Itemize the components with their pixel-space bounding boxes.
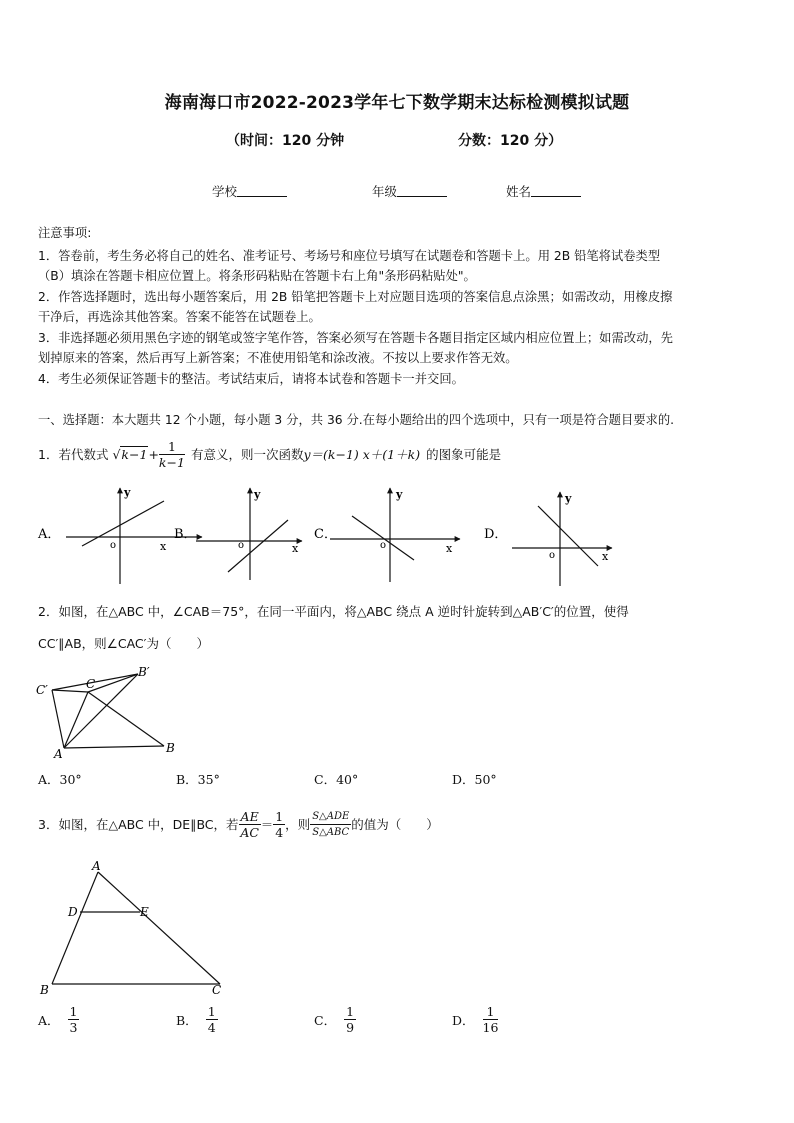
notice-line: （B）填涂在答题卡相应位置上。将条形码粘贴在答题卡右上角"条形码粘贴处"。 <box>38 269 476 283</box>
name-blank[interactable] <box>531 184 581 197</box>
notice-line: 1．答卷前，考生务必将自己的姓名、准考证号、考场号和座位号填写在试题卷和答题卡上。用 2B 铅笔将试卷类型 <box>38 249 661 263</box>
svg-text:o: o <box>549 550 556 561</box>
question-2-stem: 2．如图，在△ABC 中，∠CAB＝75°，在同一平面内，将△ABC 绕点 A 逆时针旋转到△AB′C′的位置，使得 <box>38 604 629 619</box>
svg-text:B: B <box>40 983 49 997</box>
q2-option-d[interactable]: D．50° <box>452 772 497 787</box>
grade-blank[interactable] <box>397 184 447 197</box>
q2-option-c[interactable]: C．40° <box>314 772 359 787</box>
total-score: 分数：120 分） <box>458 133 563 149</box>
question-1-graphs <box>30 484 770 588</box>
fraction: $\frac{1}{4}$ <box>275 808 284 840</box>
svg-text:x: x <box>292 542 299 555</box>
sqrt-expression: √k−1 <box>112 446 148 462</box>
option-label[interactable]: A． <box>38 527 61 542</box>
notice-line: 2．作答选择题时，选出每小题答案后，用 2B 铅笔把答题卡上对应题目选项的答案信息点涂黑；如需改动，用橡皮擦 <box>38 290 673 304</box>
q2-option-b[interactable]: B．35° <box>176 772 220 787</box>
question-3-figure <box>34 858 234 998</box>
option-label[interactable]: D． <box>484 527 508 542</box>
question-1-stem: 1．若代数式 √k−1 + $\frac{1}{k-1}$ 有意义，则一次函数 y＝(k−1) x＋(1＋k) 的图象可能是 <box>38 438 502 470</box>
svg-text:C: C <box>212 983 222 997</box>
q3-option-c[interactable]: C． $\frac{1}{9}$ <box>314 1004 355 1035</box>
svg-text:y: y <box>124 486 131 499</box>
option-label[interactable]: C． <box>314 527 337 542</box>
question-2-stem-cont: CC′∥AB，则∠CAC′为（ ） <box>38 636 210 651</box>
section-heading: 一、选择题：本大题共 12 个小题，每小题 3 分，共 36 分.在每小题给出的四个选项中，只有一项是符合题目要求的. <box>38 413 675 427</box>
svg-text:C: C <box>86 677 96 691</box>
name-field: 姓名 <box>506 182 581 200</box>
fraction: $\frac{1}{k-1}$ <box>158 438 185 470</box>
svg-text:x: x <box>602 550 609 563</box>
notice-line: 干净后，再选涂其他答案。答案不能答在试题卷上。 <box>38 310 321 324</box>
option-label[interactable]: B． <box>174 527 197 542</box>
svg-text:o: o <box>380 540 387 551</box>
notice-line: 划掉原来的答案，然后再写上新答案；不准使用铅笔和涂改液。不按以上要求作答无效。 <box>38 351 518 365</box>
q2-option-a[interactable]: A．30° <box>38 772 82 787</box>
svg-text:B: B <box>166 741 175 755</box>
svg-text:A: A <box>92 859 101 873</box>
svg-text:y: y <box>254 488 261 501</box>
graph-b[interactable] <box>196 488 302 580</box>
svg-text:D: D <box>68 905 78 919</box>
area-ratio-fraction: $\frac{\text{S△ADE}}{\text{S△ABC}}$ <box>312 810 350 838</box>
school-blank[interactable] <box>237 184 287 197</box>
question-3-stem: 3．如图，在△ABC 中，DE∥BC，若 $\frac{AE}{AC}$ ＝ $\frac{1}{4}$ ，则 $\frac{\text{S△ADE}}{\text{S△ABC}}$ 的值为（ ） <box>38 808 439 840</box>
graph-c[interactable] <box>330 488 460 582</box>
q3-option-a[interactable]: A． $\frac{1}{3}$ <box>38 1004 78 1035</box>
page-title: 海南海口市2022-2023学年七下数学期末达标检测模拟试题 <box>164 93 630 113</box>
notice-heading: 注意事项: <box>38 226 92 240</box>
grade-field: 年级 <box>372 182 447 200</box>
notice-line: 4．考生必须保证答题卡的整洁。考试结束后，请将本试卷和答题卡一并交回。 <box>38 372 464 386</box>
svg-text:E: E <box>140 905 149 919</box>
time-limit: （时间：120 分钟 <box>226 133 345 149</box>
svg-text:x: x <box>446 542 453 555</box>
school-field: 学校 <box>212 182 287 200</box>
svg-text:A: A <box>54 747 63 760</box>
svg-text:C′: C′ <box>36 683 48 697</box>
notice-line: 3．非选择题必须用黑色字迹的钢笔或签字笔作答，答案必须写在答题卡各题目指定区域内相应位置上；如需改动，先 <box>38 331 673 345</box>
q3-option-d[interactable]: D． $\frac{1}{16}$ <box>452 1004 499 1035</box>
fraction: $\frac{AE}{AC}$ <box>240 808 259 840</box>
svg-text:y: y <box>565 492 572 505</box>
graph-d[interactable] <box>512 492 612 586</box>
svg-text:y: y <box>396 488 403 501</box>
svg-text:B′: B′ <box>138 665 150 679</box>
svg-text:x: x <box>160 540 167 553</box>
q3-option-b[interactable]: B． $\frac{1}{4}$ <box>176 1004 216 1035</box>
svg-text:o: o <box>110 540 117 551</box>
question-2-figure <box>34 660 194 760</box>
svg-text:o: o <box>238 540 245 551</box>
